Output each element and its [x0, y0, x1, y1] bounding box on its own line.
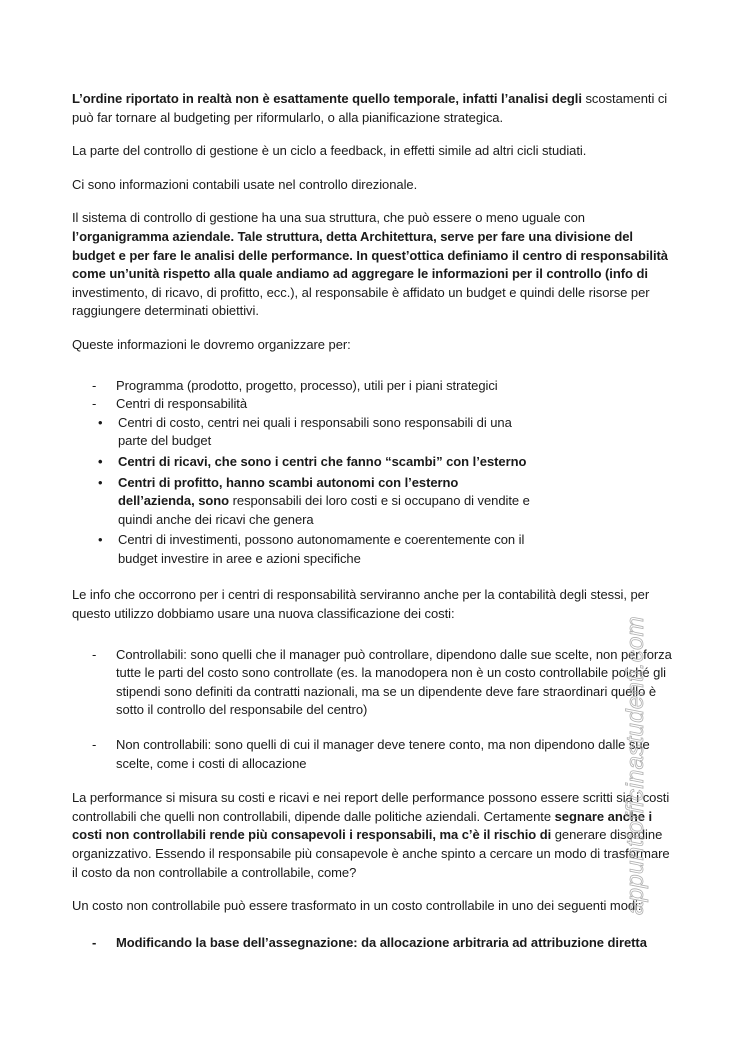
- text: scostamenti ci può far tornare al budgeting per riformularlo, o alla pianificazione strategica.: [72, 91, 668, 125]
- list-item-label: Centri di responsabilità: [116, 396, 248, 412]
- paragraph: Un costo non controllabile può essere trasformato in un costo controllabile in uno dei seguenti modi:: [72, 898, 642, 914]
- list-item: - Programma (prodotto, progetto, processo), utili per i piani strategici: [72, 377, 676, 396]
- text: investimento, di ricavo, di profitto, ecc.), al responsabile è affidato un budget e quindi delle risorse per raggiungere determinati obiettivi.: [72, 284, 650, 319]
- bold-text: l’organigramma aziendale. Tale struttura, detta Architettura, serve per fare una divisione del budget e per fare le analisi delle performance. In quest’ottica definiamo il centro di responsabilità come un’unità rispetto alla quale andiamo ad aggregare le informazioni per il controllo (info di: [72, 228, 668, 282]
- document-body: [72, 90, 676, 967]
- paragraph: Le info che occorrono per i centri di responsabilità serviranno anche per la contabilità degli stessi, per questo utilizzo dobbiamo usare una nuova classificazione dei costi:: [72, 587, 650, 622]
- text: La performance si misura su costi e ricavi e nei report delle performance possono essere scritti sia i costi controllabili che quelli non controllabili, dipende dalle politiche aziendali. Certamente: [72, 790, 670, 824]
- paragraph: Queste informazioni le dovremo organizzare per:: [72, 336, 351, 352]
- cost-classification-list: [72, 646, 676, 774]
- list-item: - Non controllabili: sono quelli di cui il manager deve tenere conto, ma non dipendono dalle sue scelte, come i costi di allocazione: [72, 736, 676, 773]
- paragraph: Ci sono informazioni contabili usate nel controllo direzionale.: [72, 176, 418, 192]
- bold-text: segnare anche i costi non controllabili rende più consapevoli i responsabili, ma c’è il rischio di: [72, 808, 653, 843]
- paragraph: [72, 90, 676, 127]
- text: generare disordine organizzativo. Essendo il responsabile più consapevole è anche spinto a cercare un modo di trasformare il costo da non controllabile a controllabile, come?: [72, 827, 670, 880]
- sub-list-item: • Centri di ricavi, che sono i centri che fanno “scambi” con l’esterno: [72, 453, 538, 472]
- sub-list-item: [72, 474, 538, 530]
- responsibility-list: [72, 377, 676, 569]
- bold-text: L’ordine riportato in realtà non è esattamente quello temporale, infatti l’analisi degli: [72, 91, 582, 106]
- text: responsabili dei loro costi e si occupano di vendite e quindi anche dei ricavi che genera: [118, 493, 530, 527]
- list-item: - Modificando la base dell’assegnazione: da allocazione arbitraria ad attribuzione diretta: [72, 934, 676, 953]
- paragraph: [72, 209, 676, 321]
- sub-list: [72, 414, 676, 569]
- watermark: appuntiofficinastudenti.com: [622, 616, 649, 915]
- list-item: [72, 395, 676, 568]
- bold-text: Centri di profitto, hanno scambi autonomi con l’esterno dell’azienda, sono: [118, 474, 459, 509]
- sub-list-item: • Centri di costo, centri nei quali i responsabili sono responsabili di una parte del budget: [72, 414, 538, 451]
- sub-list-item: • Centri di investimenti, possono autonomamente e coerentemente con il budget investire in aree e azioni specifiche: [72, 531, 538, 568]
- paragraph: [72, 789, 676, 882]
- list-item: - Controllabili: sono quelli che il manager può controllare, dipendono dalle sue scelte, non per forza tutte le parti del costo sono controllate (es. la manodopera non è un costo controllabile poiché gli stipendi sono definiti da contratti nazionali, ma se un dipendente deve fare straordinari quello è sotto il controllo del responsabile del centro): [72, 646, 676, 720]
- text: Il sistema di controllo di gestione ha una sua struttura, che può essere o meno uguale con: [72, 210, 585, 226]
- methods-list: [72, 934, 676, 953]
- paragraph: La parte del controllo di gestione è un ciclo a feedback, in effetti simile ad altri cicli studiati.: [72, 143, 587, 159]
